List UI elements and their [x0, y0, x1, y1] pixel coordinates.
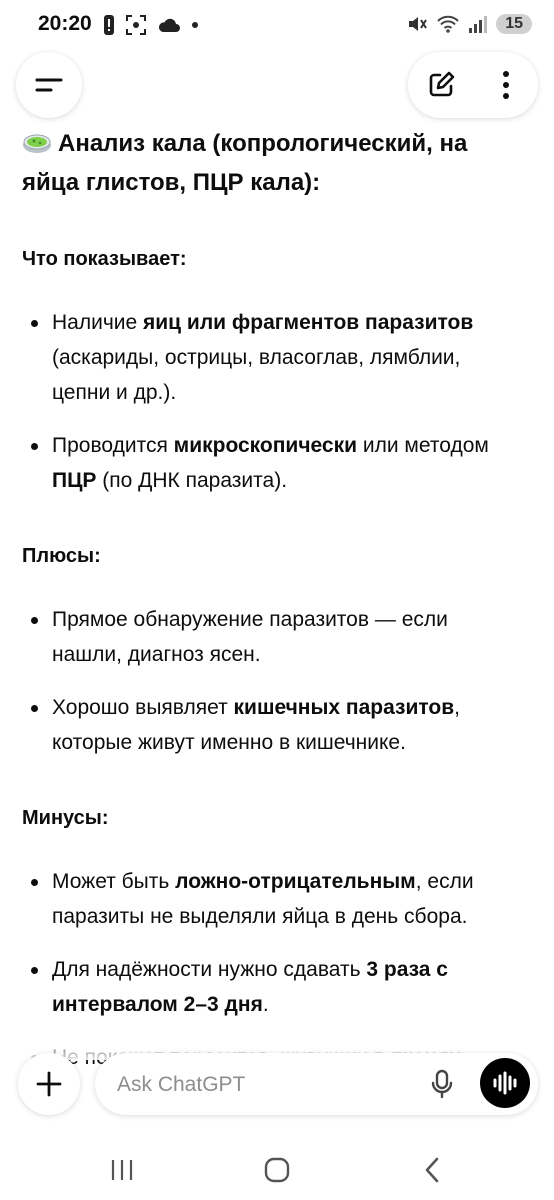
recent-apps-button[interactable] [102, 1150, 142, 1190]
text-run: Прямое обнаружение паразитов — если нашли, диагноз ясен. [52, 608, 448, 666]
bullet-list [22, 305, 522, 498]
message-input[interactable] [115, 1067, 409, 1103]
menu-icon [34, 74, 64, 96]
bold-text: ложно-отрицательным [175, 870, 416, 893]
list-item [22, 305, 522, 410]
text-run: или методом [357, 434, 489, 457]
bold-text: ПЦР [52, 469, 97, 492]
status-left-icons [103, 14, 199, 36]
text-run: , которые живут именно в кишечнике. [52, 696, 460, 754]
message-sections [22, 245, 522, 1075]
text-run: (по ДНК паразита). [96, 469, 288, 492]
menu-button[interactable] [16, 52, 82, 118]
list-item [22, 864, 522, 934]
status-right-icons [406, 13, 532, 35]
wifi-icon [436, 14, 460, 34]
dictate-button[interactable] [418, 1060, 466, 1108]
add-attachment-button[interactable] [18, 1053, 80, 1115]
status-bar [0, 0, 554, 52]
bullet-list [22, 602, 522, 760]
cloud-icon [157, 16, 181, 34]
bold-text: яиц или фрагментов паразитов [143, 311, 474, 334]
message-title [22, 126, 522, 201]
voice-mode-icon [491, 1071, 519, 1095]
list-item [22, 602, 522, 672]
alert-icon [103, 14, 115, 36]
text-run: Хорошо выявляет [52, 696, 234, 719]
microphone-icon [430, 1069, 454, 1099]
dot-icon [191, 21, 199, 29]
signal-icon [468, 14, 488, 34]
section-heading: Плюсы: [22, 545, 101, 567]
composer [95, 1053, 538, 1115]
battery-indicator: 15 [496, 14, 532, 34]
message-title-text: Анализ кала (копрологический, на яйца глистов, ПЦР кала): [22, 130, 468, 196]
petri-dish-icon [22, 129, 52, 165]
list-item [22, 952, 522, 1022]
text-run: , если паразиты не выделяли яйца в день сбора. [52, 870, 474, 928]
list-item [22, 428, 522, 498]
text-run: (аскариды, острицы, власоглав, лямблии, цепни и др.). [52, 346, 461, 404]
mute-icon [406, 13, 428, 35]
top-actions [408, 52, 538, 118]
more-vertical-icon [502, 70, 510, 100]
new-chat-button[interactable] [416, 60, 466, 110]
text-run: Наличие [52, 311, 144, 334]
list-item [22, 690, 522, 760]
text-run: . [262, 993, 269, 1016]
home-icon [263, 1156, 291, 1184]
assistant-message [22, 124, 522, 1093]
recent-apps-icon [109, 1158, 135, 1182]
text-run: Для надёжности нужно сдавать [52, 958, 367, 981]
bold-text: 3 раза с интервалом 2–3 дня [52, 958, 448, 1016]
voice-mode-button[interactable] [480, 1058, 530, 1108]
bold-text: кишечных паразитов [233, 696, 455, 719]
section-heading: Что показывает: [22, 248, 187, 270]
home-button[interactable] [257, 1150, 297, 1190]
section-heading: Минусы: [22, 807, 109, 829]
back-icon [422, 1156, 442, 1184]
back-button[interactable] [412, 1150, 452, 1190]
edit-icon [426, 70, 456, 100]
text-run: Может быть [52, 870, 176, 893]
text-run: Проводится [52, 434, 174, 457]
status-time: 20:20 [38, 12, 92, 35]
system-nav-bar [0, 1134, 554, 1200]
screenshot-icon [125, 14, 147, 36]
more-options-button[interactable] [481, 60, 531, 110]
bold-text: микроскопически [173, 434, 358, 457]
plus-icon [35, 1070, 63, 1098]
